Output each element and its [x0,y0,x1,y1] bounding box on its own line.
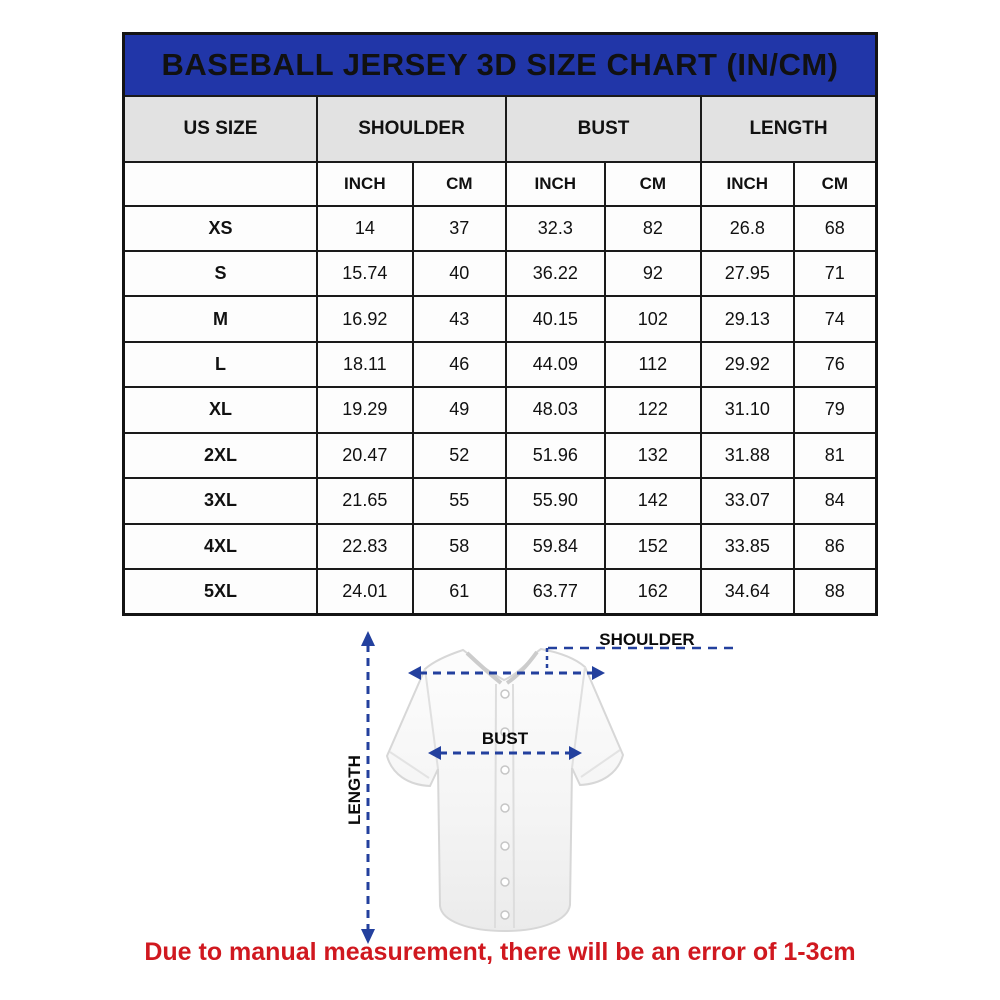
measurement-value: 76 [794,342,877,387]
measurement-value: 31.10 [701,387,794,432]
measurement-value: 26.8 [701,206,794,251]
measurement-value: 44.09 [506,342,605,387]
measurement-value: 59.84 [506,524,605,569]
measurement-value: 33.07 [701,478,794,523]
measurement-value: 82 [605,206,701,251]
measurement-value: 102 [605,296,701,341]
measurement-value: 14 [317,206,413,251]
size-rows [124,206,877,615]
measurement-value: 49 [413,387,506,432]
size-label: XS [124,206,318,251]
measurement-value: 33.85 [701,524,794,569]
measurement-disclaimer: Due to manual measurement, there will be an error of 1-3cm [144,938,856,966]
table-row [124,478,877,523]
measurement-value: 132 [605,433,701,478]
measurement-value: 74 [794,296,877,341]
col-header-length: LENGTH [701,96,876,162]
measurement-value: 63.77 [506,569,605,615]
measurement-value: 58 [413,524,506,569]
unit-header-row [124,162,877,206]
measurement-value: 40 [413,251,506,296]
measurement-value: 79 [794,387,877,432]
measurement-value: 152 [605,524,701,569]
measurement-value: 68 [794,206,877,251]
table-row [124,206,877,251]
size-label: 3XL [124,478,318,523]
measurement-value: 36.22 [506,251,605,296]
measurement-value: 52 [413,433,506,478]
group-header-row [124,96,877,162]
measurement-value: 55 [413,478,506,523]
measurement-value: 22.83 [317,524,413,569]
col-header-us-size: US SIZE [124,96,318,162]
shoulder-label: SHOULDER [599,630,695,649]
title-banner-row [124,34,877,96]
measurement-value: 32.3 [506,206,605,251]
measurement-value: 61 [413,569,506,615]
table-row [124,433,877,478]
measurement-value: 21.65 [317,478,413,523]
size-label: M [124,296,318,341]
measurement-value: 29.92 [701,342,794,387]
table-row [124,524,877,569]
size-label: S [124,251,318,296]
measurement-value: 16.92 [317,296,413,341]
measurement-value: 15.74 [317,251,413,296]
measurement-value: 27.95 [701,251,794,296]
unit-header-shoulder-cm: CM [413,162,506,206]
unit-header-shoulder-inch: INCH [317,162,413,206]
size-label: 5XL [124,569,318,615]
measurement-value: 20.47 [317,433,413,478]
measurement-value: 88 [794,569,877,615]
col-header-bust: BUST [506,96,701,162]
measurement-value: 51.96 [506,433,605,478]
table-row [124,296,877,341]
measurement-value: 162 [605,569,701,615]
jersey-shape [387,649,623,931]
measurement-value: 92 [605,251,701,296]
empty-corner-cell [124,162,318,206]
table-row [124,387,877,432]
measurement-diagram [330,628,750,948]
size-label: L [124,342,318,387]
measurement-value: 24.01 [317,569,413,615]
size-label: 4XL [124,524,318,569]
col-header-shoulder: SHOULDER [317,96,506,162]
unit-header-bust-cm: CM [605,162,701,206]
table-row [124,569,877,615]
measurement-value: 48.03 [506,387,605,432]
measurement-value: 112 [605,342,701,387]
measurement-value: 71 [794,251,877,296]
measurement-value: 29.13 [701,296,794,341]
table-row [124,342,877,387]
unit-header-bust-inch: INCH [506,162,605,206]
measurement-value: 18.11 [317,342,413,387]
unit-header-length-cm: CM [794,162,877,206]
size-chart-table [122,32,878,616]
measurement-value: 55.90 [506,478,605,523]
measurement-value: 40.15 [506,296,605,341]
measurement-value: 34.64 [701,569,794,615]
bust-label: BUST [481,729,529,748]
measurement-value: 37 [413,206,506,251]
measurement-value: 84 [794,478,877,523]
chart-title: BASEBALL JERSEY 3D SIZE CHART (IN/CM) [124,34,877,96]
length-label: LENGTH [345,755,364,825]
size-label: XL [124,387,318,432]
measurement-value: 31.88 [701,433,794,478]
measurement-value: 86 [794,524,877,569]
measurement-value: 43 [413,296,506,341]
measurement-value: 142 [605,478,701,523]
unit-header-length-inch: INCH [701,162,794,206]
size-label: 2XL [124,433,318,478]
measurement-value: 122 [605,387,701,432]
jersey-illustration [330,628,750,948]
measurement-value: 19.29 [317,387,413,432]
measurement-value: 81 [794,433,877,478]
table-row [124,251,877,296]
measurement-value: 46 [413,342,506,387]
